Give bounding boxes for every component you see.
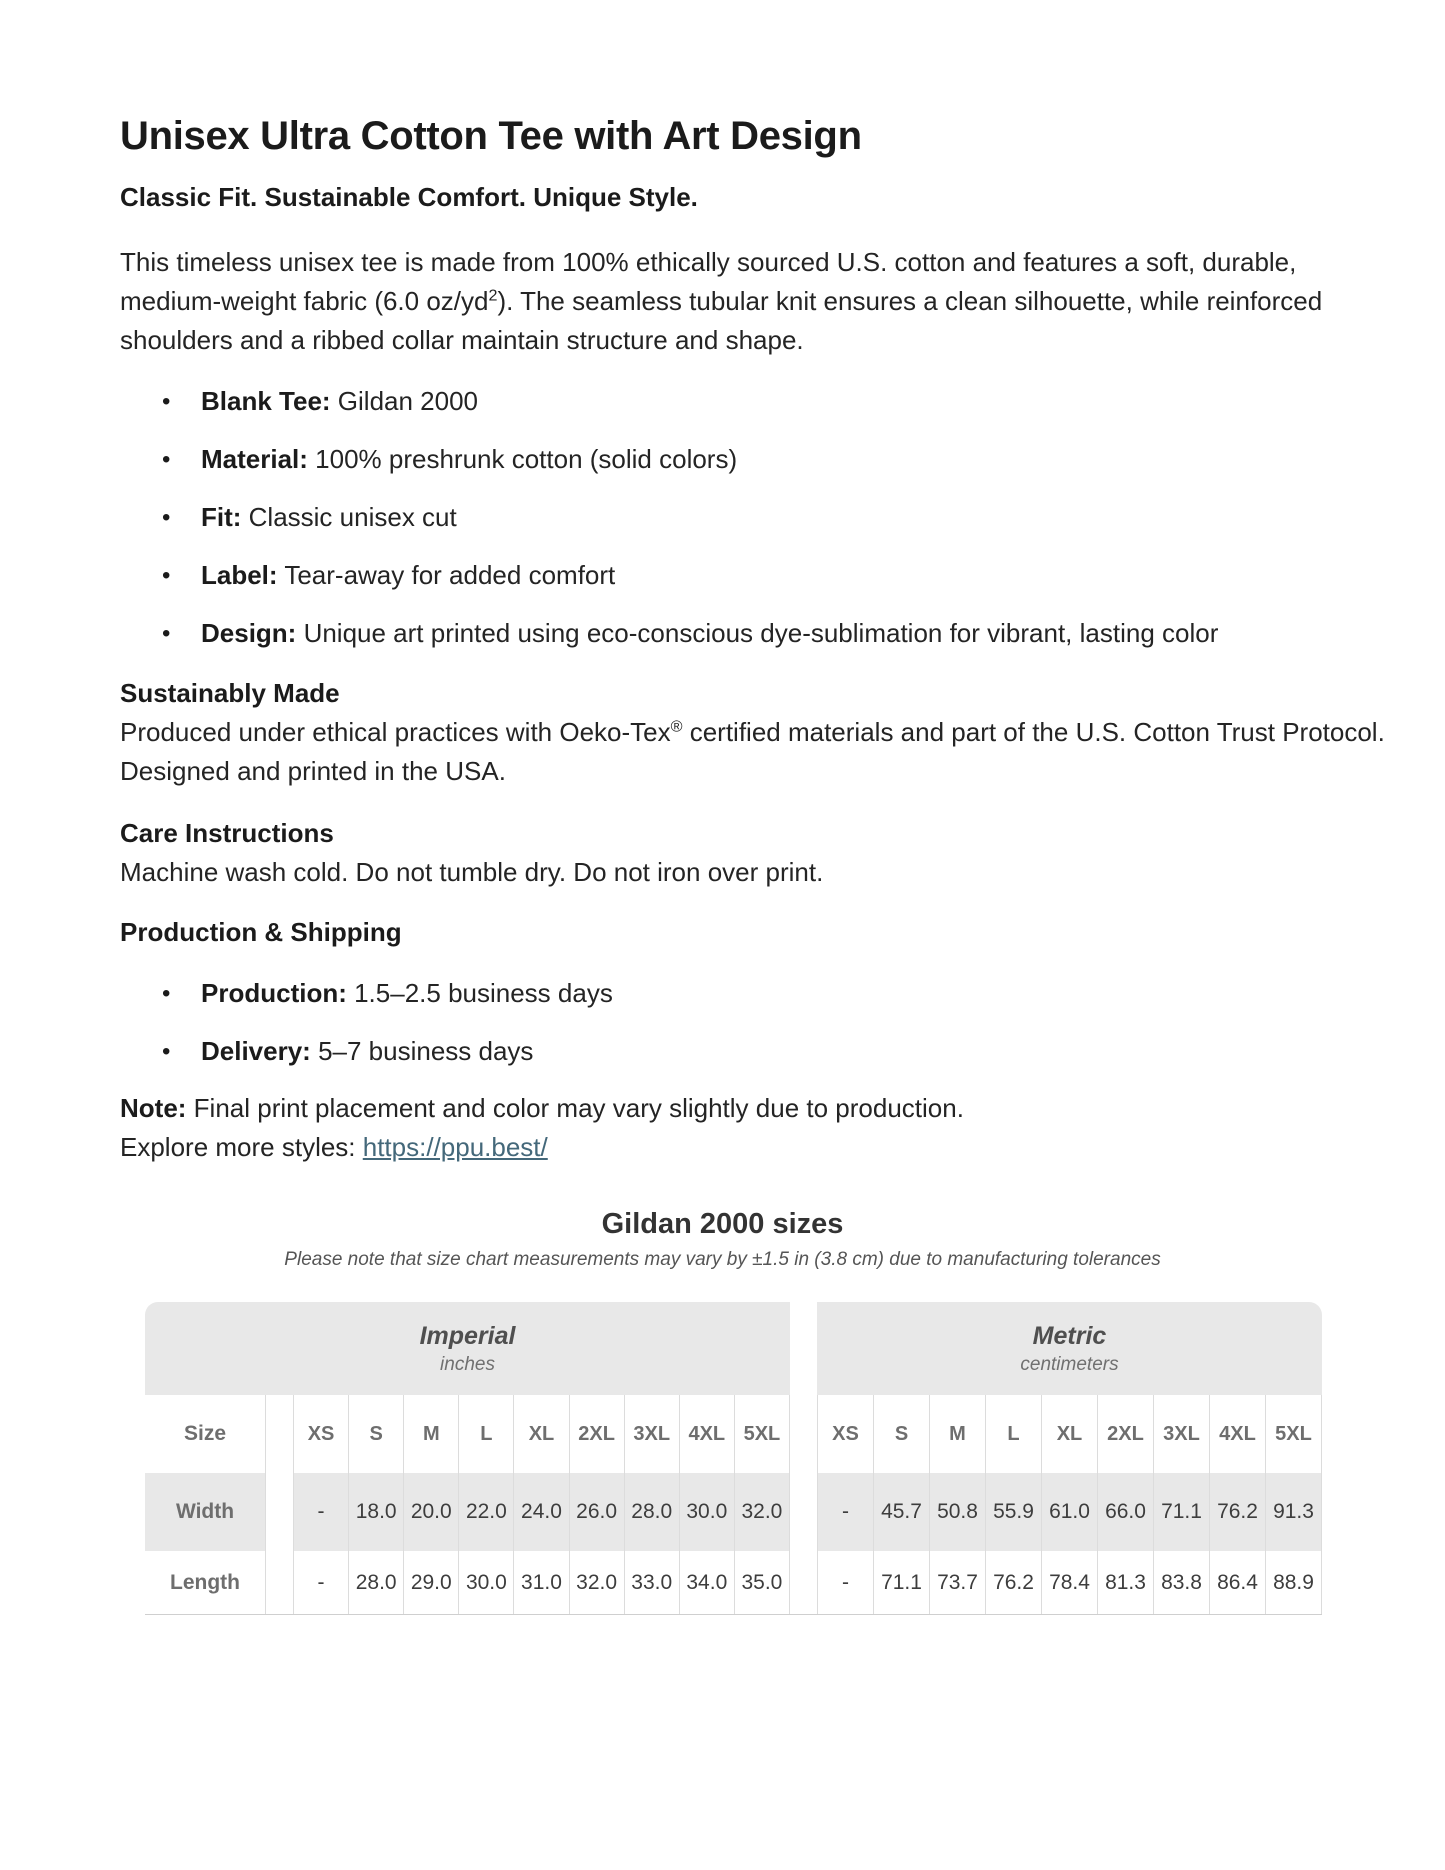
feature-label: Label: xyxy=(201,560,278,590)
length-value-cell: 83.8 xyxy=(1153,1551,1209,1614)
width-value-cell: 24.0 xyxy=(513,1473,568,1551)
size-header-cell: 3XL xyxy=(1153,1395,1209,1473)
note-text: Final print placement and color may vary slightly due to production. xyxy=(186,1093,964,1123)
length-value-cell: 86.4 xyxy=(1209,1551,1265,1614)
width-value-cell: 28.0 xyxy=(624,1473,679,1551)
length-row-label: Length xyxy=(145,1551,266,1614)
size-header-cell: XL xyxy=(513,1395,568,1473)
production-list xyxy=(120,974,1385,1071)
length-value-cell: 30.0 xyxy=(458,1551,513,1614)
note-line xyxy=(120,1089,1385,1128)
size-header-cell: 2XL xyxy=(1097,1395,1153,1473)
size-header-cell: L xyxy=(985,1395,1041,1473)
length-value-cell: 71.1 xyxy=(873,1551,929,1614)
width-value-cell: 20.0 xyxy=(403,1473,458,1551)
width-value-cell: 22.0 xyxy=(458,1473,513,1551)
imperial-width-values xyxy=(293,1473,790,1551)
feature-label: Blank Tee: xyxy=(201,386,331,416)
width-row-label: Width xyxy=(145,1473,266,1551)
production-label: Production: xyxy=(201,978,347,1008)
feature-label: Material: xyxy=(201,444,308,474)
width-value-cell: 30.0 xyxy=(679,1473,734,1551)
size-header-cell: M xyxy=(929,1395,985,1473)
heading-care-instructions: Care Instructions xyxy=(120,818,334,848)
feature-item-design xyxy=(120,614,1385,653)
feature-text: 100% preshrunk cotton (solid colors) xyxy=(307,444,738,474)
intro-text-start: This timeless unisex tee is made from 100% ethically sourced U.S. cotton and features a soft, durable, medium-weight fabric (6.0 oz/yd xyxy=(120,247,1297,316)
length-value-cell: 73.7 xyxy=(929,1551,985,1614)
size-chart-section xyxy=(120,1206,1385,1615)
imperial-unit: inches xyxy=(440,1353,495,1375)
size-chart-note: Please note that size chart measurements may vary by ±1.5 in (3.8 cm) due to manufacturing tolerances xyxy=(284,1249,1161,1270)
length-value-cell: 34.0 xyxy=(679,1551,734,1614)
length-value-cell: 32.0 xyxy=(569,1551,624,1614)
delivery-item xyxy=(120,1032,1385,1071)
intro-text-end: ). The seamless tubular knit ensures a clean silhouette, while reinforced shoulders and a ribbed collar maintain structure and shape. xyxy=(120,286,1323,355)
explore-text: Explore more styles: xyxy=(120,1132,363,1162)
feature-item-blank-tee xyxy=(120,382,1385,421)
width-value-cell: 55.9 xyxy=(985,1473,1041,1551)
heading-production-shipping: Production & Shipping xyxy=(120,917,402,947)
unit-band-row xyxy=(145,1302,1322,1395)
feature-text: Gildan 2000 xyxy=(330,386,479,416)
width-value-cell: 71.1 xyxy=(1153,1473,1209,1551)
sustainably-text-end: certified materials and part of the U.S. Cotton Trust Protocol. Designed and printed in the USA. xyxy=(120,717,1385,786)
width-value-cell: 76.2 xyxy=(1209,1473,1265,1551)
feature-text: Unique art printed using eco-conscious dye-sublimation for vibrant, lasting color xyxy=(296,618,1219,648)
width-value-cell: - xyxy=(293,1473,348,1551)
feature-text: Classic unisex cut xyxy=(241,502,457,532)
imperial-label: Imperial xyxy=(419,1321,516,1350)
size-header-cell: XS xyxy=(293,1395,348,1473)
metric-band xyxy=(817,1302,1322,1395)
width-value-cell: 18.0 xyxy=(348,1473,403,1551)
length-value-cell: 28.0 xyxy=(348,1551,403,1614)
length-value-cell: 35.0 xyxy=(734,1551,789,1614)
length-value-cell: 88.9 xyxy=(1265,1551,1321,1614)
width-value-cell: 91.3 xyxy=(1265,1473,1321,1551)
delivery-label: Delivery: xyxy=(201,1036,311,1066)
size-row-label: Size xyxy=(145,1395,266,1473)
length-value-cell: 78.4 xyxy=(1041,1551,1097,1614)
registered-mark: ® xyxy=(670,717,683,736)
width-value-cell: 50.8 xyxy=(929,1473,985,1551)
size-chart-table xyxy=(145,1302,1322,1615)
width-row xyxy=(145,1473,1322,1551)
feature-label: Fit: xyxy=(201,502,242,532)
metric-length-values xyxy=(817,1551,1322,1614)
feature-text: Tear-away for added comfort xyxy=(277,560,616,590)
feature-item-label xyxy=(120,556,1385,595)
size-header-cell: S xyxy=(348,1395,403,1473)
size-header-cell: 5XL xyxy=(1265,1395,1321,1473)
feature-item-material xyxy=(120,440,1385,479)
imperial-size-headers xyxy=(293,1395,790,1473)
superscript-2: 2 xyxy=(488,286,498,305)
metric-size-headers xyxy=(817,1395,1322,1473)
production-item xyxy=(120,974,1385,1013)
width-value-cell: 61.0 xyxy=(1041,1473,1097,1551)
width-value-cell: - xyxy=(817,1473,873,1551)
size-header-cell: 2XL xyxy=(569,1395,624,1473)
production-text: 1.5–2.5 business days xyxy=(346,978,613,1008)
metric-label: Metric xyxy=(1032,1321,1107,1350)
width-value-cell: 66.0 xyxy=(1097,1473,1153,1551)
care-paragraph: Machine wash cold. Do not tumble dry. Do not iron over print. xyxy=(120,857,824,887)
sustainably-paragraph xyxy=(120,713,1385,791)
size-header-cell: 3XL xyxy=(624,1395,679,1473)
metric-width-values xyxy=(817,1473,1322,1551)
size-header-cell: XL xyxy=(1041,1395,1097,1473)
length-row xyxy=(145,1551,1322,1614)
size-header-cell: L xyxy=(458,1395,513,1473)
feature-list xyxy=(120,382,1385,653)
size-header-cell: 5XL xyxy=(734,1395,789,1473)
feature-item-fit xyxy=(120,498,1385,537)
size-header-cell: M xyxy=(403,1395,458,1473)
intro-paragraph xyxy=(120,243,1325,360)
explore-line xyxy=(120,1128,1385,1167)
size-header-cell: XS xyxy=(817,1395,873,1473)
imperial-band xyxy=(145,1302,790,1395)
size-header-cell: S xyxy=(873,1395,929,1473)
size-header-row xyxy=(145,1395,1322,1473)
feature-label: Design: xyxy=(201,618,297,648)
sustainably-text-start: Produced under ethical practices with Oeko-Tex xyxy=(120,717,671,747)
size-header-cell: 4XL xyxy=(679,1395,734,1473)
width-value-cell: 32.0 xyxy=(734,1473,789,1551)
imperial-length-values xyxy=(293,1551,790,1614)
size-header-cell: 4XL xyxy=(1209,1395,1265,1473)
length-value-cell: 31.0 xyxy=(513,1551,568,1614)
width-value-cell: 45.7 xyxy=(873,1473,929,1551)
length-value-cell: 33.0 xyxy=(624,1551,679,1614)
page-title: Unisex Ultra Cotton Tee with Art Design xyxy=(120,114,862,158)
width-value-cell: 26.0 xyxy=(569,1473,624,1551)
size-chart-title: Gildan 2000 sizes xyxy=(601,1208,844,1240)
length-value-cell: 81.3 xyxy=(1097,1551,1153,1614)
length-value-cell: 76.2 xyxy=(985,1551,1041,1614)
ppu-best-link[interactable]: https://ppu.best/ xyxy=(362,1132,548,1162)
length-value-cell: - xyxy=(817,1551,873,1614)
page-subtitle: Classic Fit. Sustainable Comfort. Unique Style. xyxy=(120,182,698,212)
length-value-cell: 29.0 xyxy=(403,1551,458,1614)
delivery-text: 5–7 business days xyxy=(310,1036,534,1066)
note-label: Note: xyxy=(120,1093,187,1123)
metric-unit: centimeters xyxy=(1020,1353,1119,1375)
length-value-cell: - xyxy=(293,1551,348,1614)
heading-sustainably-made: Sustainably Made xyxy=(120,678,340,708)
